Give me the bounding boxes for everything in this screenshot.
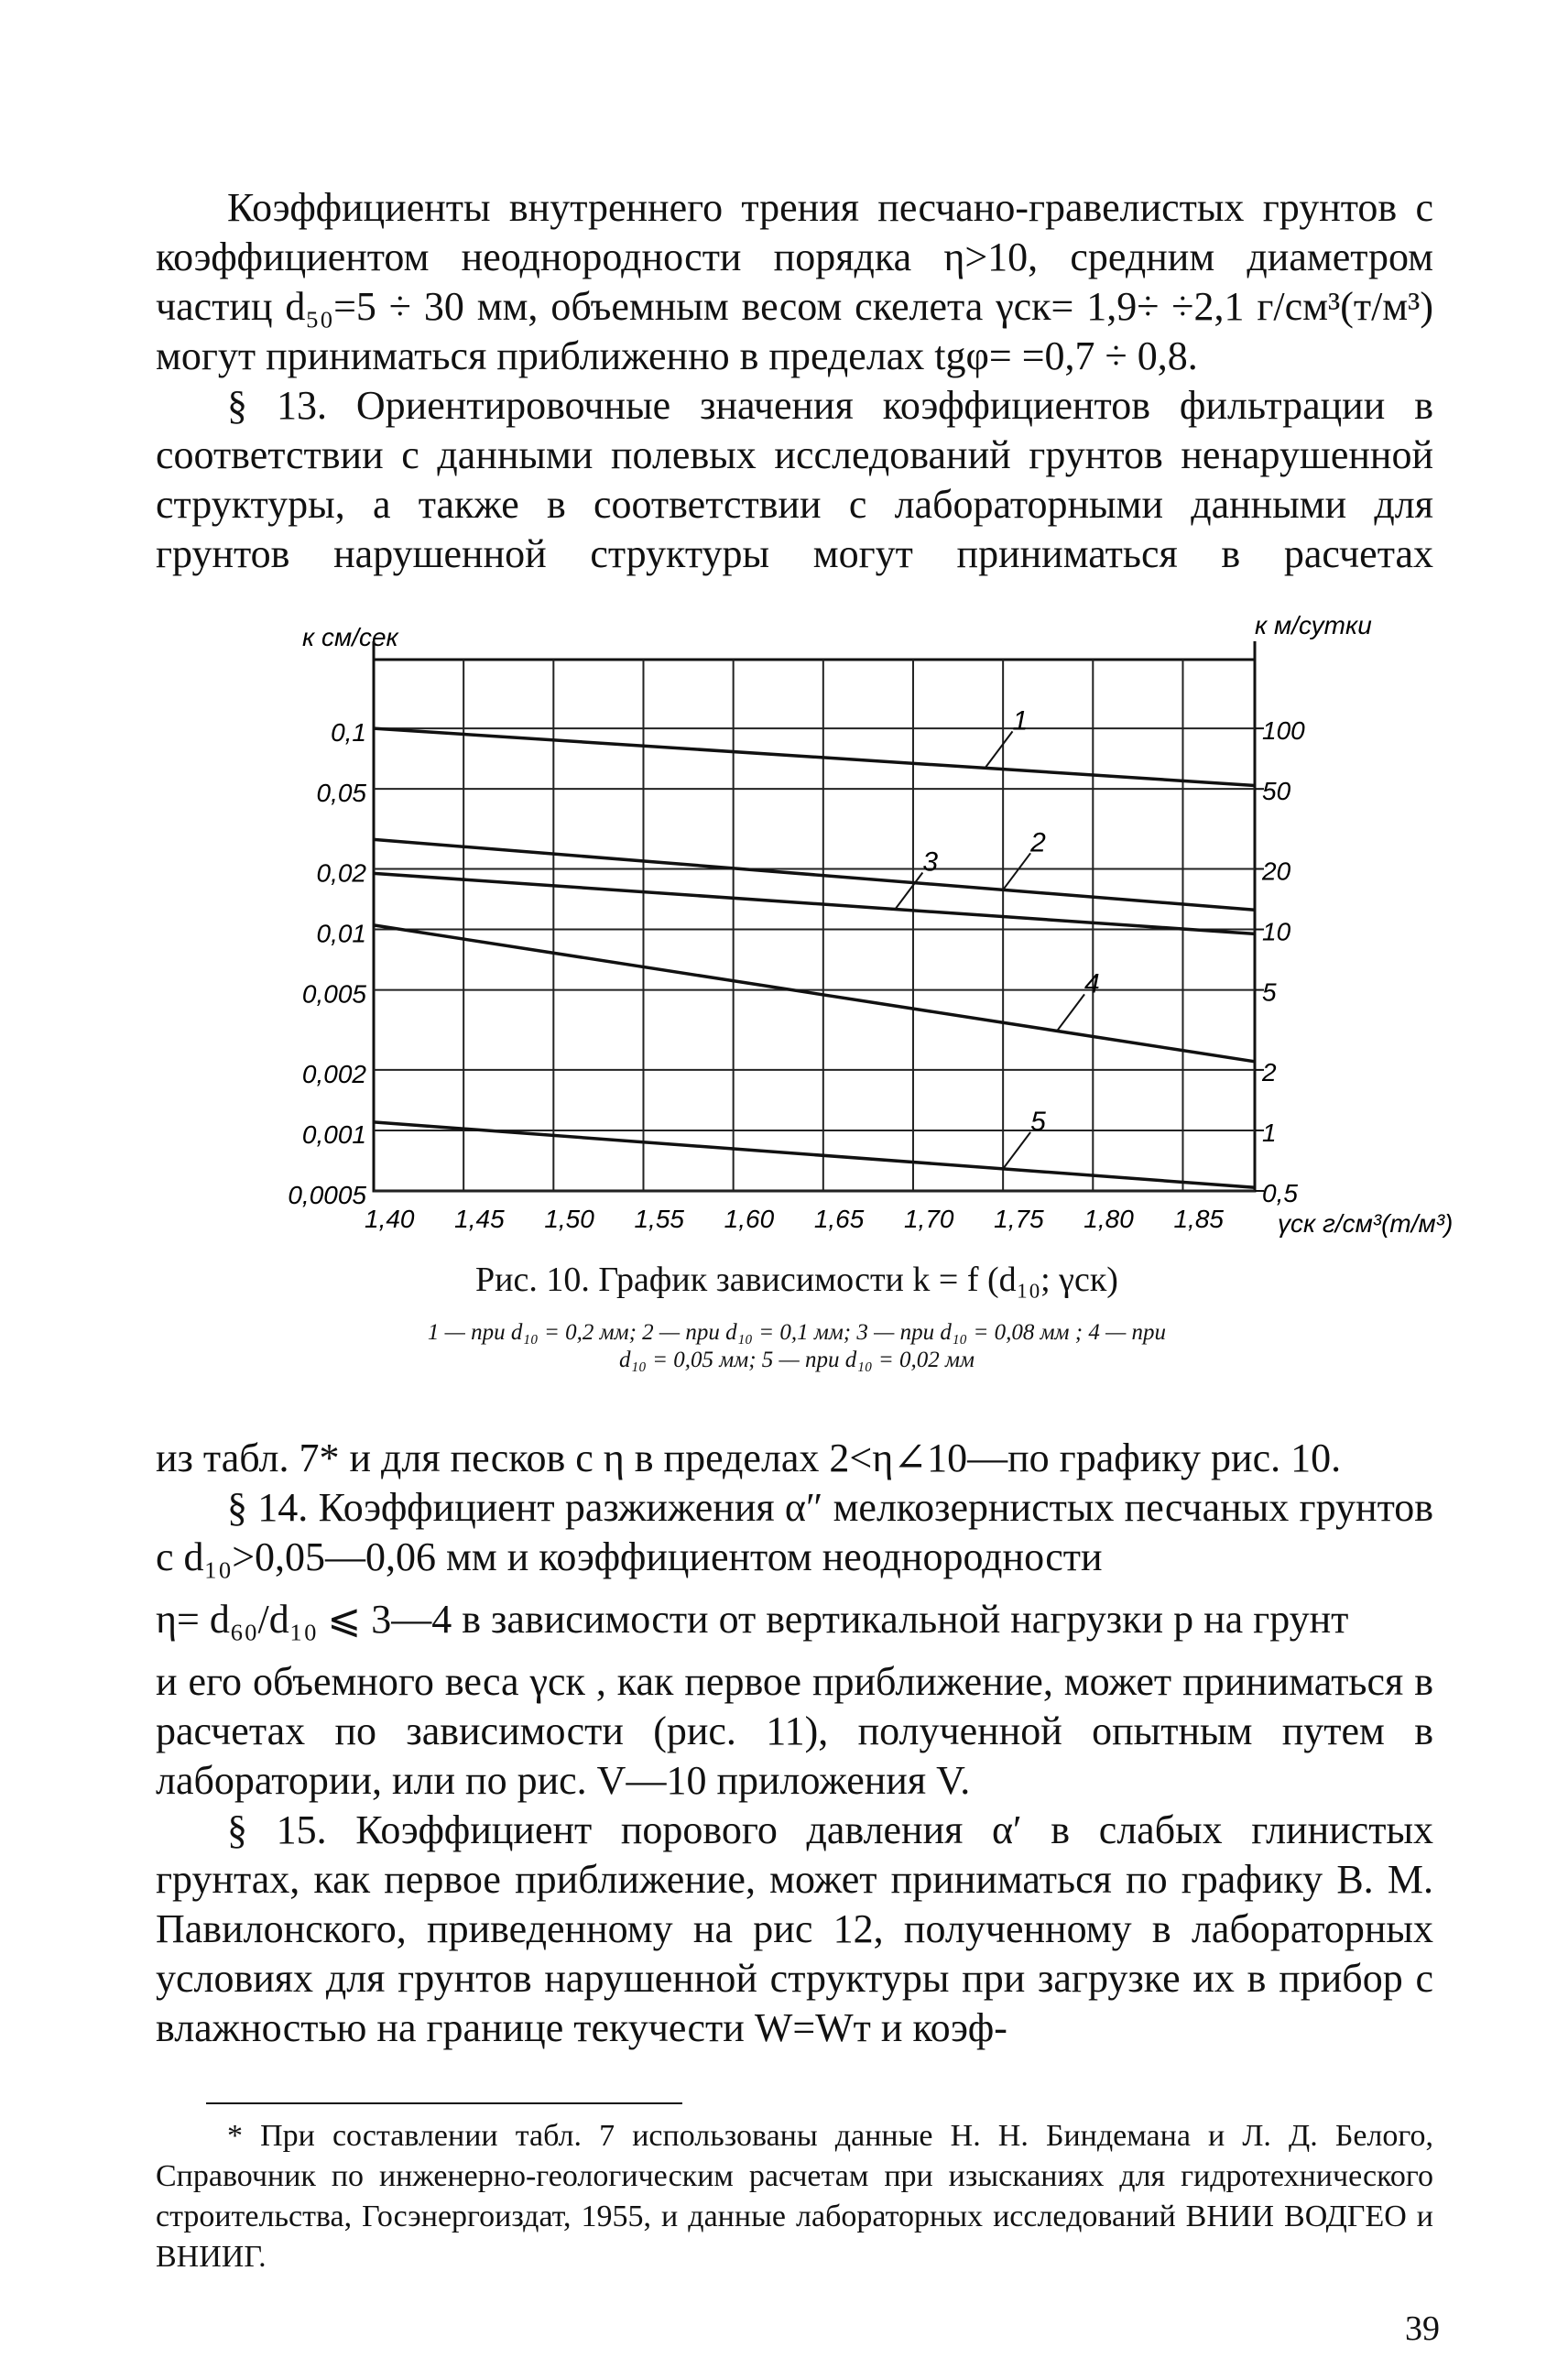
x-axis-label: γск г/см³(т/м³) bbox=[1278, 1209, 1454, 1238]
paragraph-14-cont: и его объемного веса γск , как первое приближение, может приниматься в расчетах по зависимости (рис. 11), полученной опытным путем в лаборатории, или по рис. V—10 приложения V. bbox=[156, 1659, 1433, 1803]
x-tick-label: 1,85 bbox=[1173, 1205, 1224, 1233]
y-left-tick-label: 0,1 bbox=[331, 718, 366, 748]
left-axis-label: к см/сек bbox=[302, 623, 398, 651]
x-tick-label: 1,80 bbox=[1083, 1205, 1134, 1233]
figure-legend bbox=[256, 1319, 1337, 1374]
x-tick-label: 1,45 bbox=[454, 1205, 505, 1233]
y-right-tick-label: 2 bbox=[1262, 1057, 1277, 1086]
footnote-rule bbox=[206, 2102, 682, 2104]
x-tick-label: 1,75 bbox=[994, 1205, 1044, 1233]
series-label-5: 5 bbox=[1030, 1106, 1046, 1137]
footnote bbox=[156, 2116, 1433, 2277]
page-number: 39 bbox=[1405, 2309, 1440, 2348]
series-leader-4 bbox=[1057, 994, 1084, 1031]
legend-line: d₁₀ = 0,05 мм; 5 — при d₁₀ = 0,02 мм bbox=[619, 1348, 975, 1372]
series-label-4: 4 bbox=[1084, 968, 1100, 999]
y-right-tick-label: 1 bbox=[1262, 1118, 1277, 1147]
series-leader-2 bbox=[1003, 853, 1030, 890]
paragraph-13: § 13. Ориентировочные значения коэффициентов фильтрации в соответствии с данными полевых исследований грунтов ненарушенной структуры, а также в соответствии с лабораторными данными для грунтов нарушенной структуры могут приниматься в расчетах bbox=[156, 383, 1433, 576]
series-line-2 bbox=[374, 839, 1255, 910]
x-tick-label: 1,60 bbox=[724, 1205, 775, 1233]
series-label-1: 1 bbox=[1012, 705, 1029, 737]
formula-line: η= d₆₀/d₁₀ ⩽ 3—4 в зависимости от вертикальной нагрузки p на грунт bbox=[156, 1597, 1349, 1642]
y-right-tick-label: 50 bbox=[1262, 777, 1291, 806]
y-right-tick-label: 0,5 bbox=[1262, 1179, 1298, 1207]
y-right-tick-label: 5 bbox=[1262, 977, 1277, 1007]
y-left-tick-label: 0,01 bbox=[316, 919, 366, 948]
series-line-5 bbox=[374, 1122, 1255, 1187]
x-tick-label: 1,70 bbox=[903, 1205, 954, 1233]
paragraph-14: § 14. Коэффициент разжижения α″ мелкозернистых песчаных грунтов с d₁₀>0,05—0,06 мм и коэффициентом неоднородности bbox=[156, 1485, 1433, 1579]
footnote-text: * При составлении табл. 7 использованы данные Н. Н. Биндемана и Л. Д. Белого, Справочник по инженерно-геологическим расчетам при изысканиях для гидротехнического строительства, Госэнергоиздат, 1955, и данные лабораторных исследований ВНИИ ВОДГЕО и ВНИИГ. bbox=[156, 2119, 1433, 2274]
series-line-4 bbox=[374, 925, 1255, 1062]
text-block-bottom bbox=[156, 1434, 1433, 2053]
figure-caption: Рис. 10. График зависимости k = f (d₁₀; γск) bbox=[475, 1261, 1118, 1299]
right-axis-label: к м/сутки bbox=[1255, 611, 1372, 639]
y-right-tick-label: 20 bbox=[1262, 857, 1291, 886]
series-leader-3 bbox=[895, 872, 922, 909]
y-left-tick-label: 0,005 bbox=[301, 979, 366, 1009]
series-line-1 bbox=[374, 728, 1255, 785]
y-left-tick-label: 0,02 bbox=[316, 858, 366, 888]
series-label-3: 3 bbox=[922, 846, 939, 878]
x-tick-label: 1,50 bbox=[544, 1205, 594, 1233]
paragraph-friction: Коэффициенты внутреннего трения песчано-гравелистых грунтов с коэффициентом неоднородности порядка η>10, средним диаметром частиц d₅₀=5 ÷ 30 мм, объемным весом скелета γск= 1,9÷ ÷2,1 г/см³(т/м³) могут приниматься приближенно в пределах tgφ= =0,7 ÷ 0,8. bbox=[156, 185, 1433, 378]
paragraph-continuation: из табл. 7* и для песков с η в пределах 2<η∠10—по графику рис. 10. bbox=[156, 1436, 1342, 1480]
x-tick-label: 1,55 bbox=[634, 1205, 684, 1233]
y-left-tick-label: 0,002 bbox=[301, 1059, 366, 1088]
y-right-tick-label: 10 bbox=[1262, 917, 1291, 946]
y-left-tick-label: 0,0005 bbox=[288, 1181, 366, 1209]
legend-line: 1 — при d₁₀ = 0,2 мм; 2 — при d₁₀ = 0,1 мм; 3 — при d₁₀ = 0,08 мм ; 4 — при bbox=[427, 1320, 1167, 1345]
y-left-tick-label: 0,001 bbox=[301, 1119, 366, 1149]
series-leader-5 bbox=[1003, 1132, 1030, 1169]
y-right-tick-label: 100 bbox=[1262, 716, 1305, 746]
x-tick-label: 1,65 bbox=[813, 1205, 865, 1233]
series-line-3 bbox=[374, 873, 1255, 933]
y-left-tick-label: 0,05 bbox=[316, 779, 366, 808]
paragraph-15: § 15. Коэффициент порового давления α′ в слабых глинистых грунтах, как первое приближение, может приниматься по графику В. М. Павилонского, приведенному на рис 12, полученному в лабораторных условиях для грунтов нарушенной структуры при загрузке их в прибор с влажностью на границе текучести W=Wт и коэф- bbox=[156, 1807, 1433, 2050]
series-label-2: 2 bbox=[1030, 827, 1046, 858]
x-tick-label: 1,40 bbox=[365, 1205, 415, 1233]
series-leader-1 bbox=[985, 731, 1013, 768]
